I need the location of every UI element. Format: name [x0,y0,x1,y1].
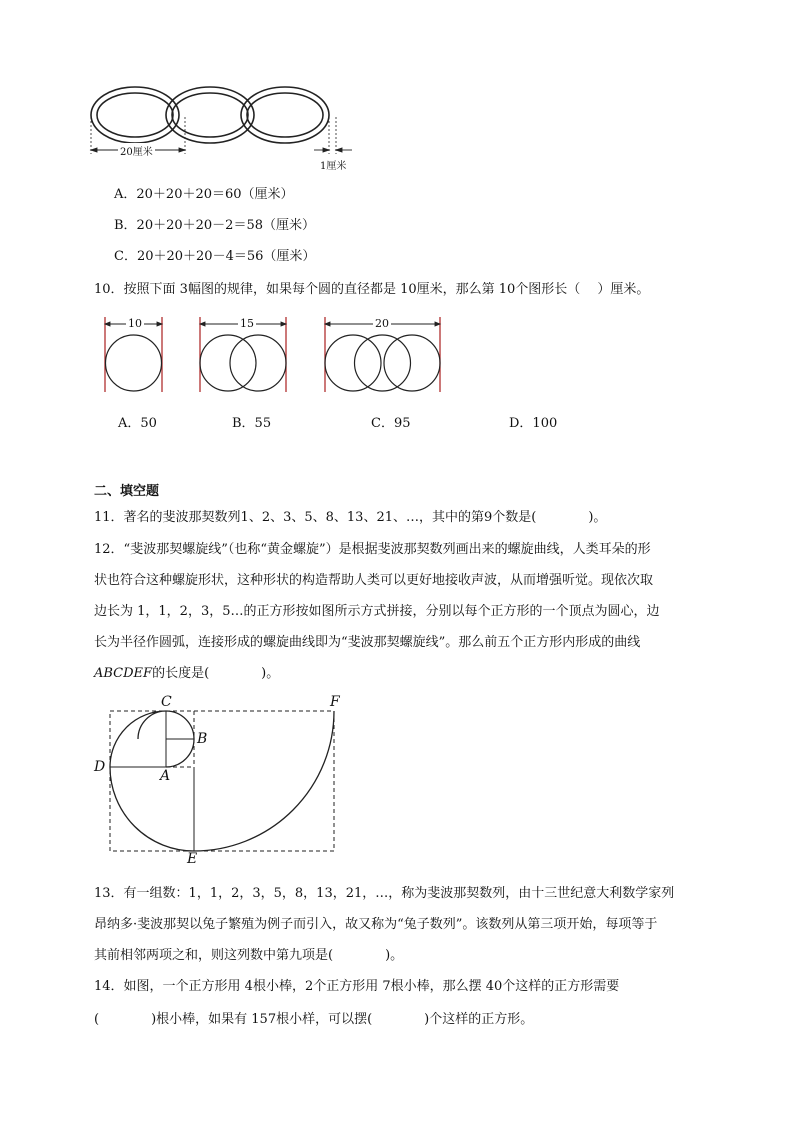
q12-line-1: 12．“斐波那契螺旋线”（也称“黄金螺旋”）是根据斐波那契数列画出来的螺旋曲线，人类耳朵的形 [94,542,651,557]
q10-option-c: C．95 [371,416,411,431]
q10-fig3-label: 20 [375,317,389,330]
q12-spiral-figure [108,707,338,857]
q13-line-1: 13．有一组数：1，1，2，3，5，8，13，21，…，称为斐波那契数列，由十三世纪意大利数学家列 [94,886,675,901]
q12-line-2: 状也符合这种螺旋形状，这种形状的构造帮助人类可以更好地接收声波，从而增强听觉。现依次取 [94,573,654,588]
q12-label-d: D [94,759,106,775]
q12-line-4: 长为半径作圆弧，连接形成的螺旋曲线即为“斐波那契螺旋线”。那么前五个正方形内形成的曲线 [94,635,641,650]
q14-line-1: 14．如图，一个正方形用 4根小棒，2个正方形用 7根小棒，那么摆 40个这样的正方形需要 [94,979,620,994]
q10-fig2-label: 15 [240,317,254,330]
q12-curve-name: ABCDEF [94,666,153,681]
q12-label-b: B [197,731,208,747]
section-title-fill-in: 二、填空题 [94,484,160,499]
q12-label-e: E [187,851,198,867]
q10-option-b: B．55 [232,416,272,431]
q12-label-c: C [161,694,172,710]
q12-label-a: A [160,768,171,784]
q9-label-20cm: 20厘米 [118,143,155,158]
q12-label-f: F [330,694,340,710]
q10-option-d: D．100 [509,416,558,431]
q12-line-5 [94,664,279,684]
q13-line-3: 其前相邻两项之和，则这列数中第九项是( )。 [94,948,404,963]
q9-option-c: C．20＋20＋20－4＝56（厘米） [114,249,316,264]
q11-question: 11．著名的斐波那契数列1、2、3、5、8、13、21、…，其中的第9个数是( )。 [94,510,607,525]
q9-label-1cm: 1厘米 [320,161,347,172]
q10-fig1-label: 10 [128,317,142,330]
q14-line-2: ( )根小棒，如果有 157根小样，可以摆( )个这样的正方形。 [94,1012,534,1027]
q13-line-2: 昂纳多·斐波那契以兔子繁殖为例子而引入，故又称为“兔子数列”。该数列从第三项开始，每项等于 [94,917,658,932]
q10-question: 10．按照下面 3幅图的规律，如果每个圆的直径都是 10厘米，那么第 10个图形长（ ）厘米。 [94,282,650,297]
q10-option-a: A．50 [118,416,157,431]
q9-option-a: A．20＋20＋20＝60（厘米） [114,187,294,202]
q12-line-3: 边长为 1，1，2，3，5…的正方形按如图所示方式拼接，分别以每个正方形的一个顶点为圆心，边 [94,604,660,619]
q10-circles-figure [98,314,448,394]
q9-option-b: B．20＋20＋20－2＝58（厘米） [114,218,315,233]
q12-line-5-suffix: 的长度是( )。 [152,666,280,681]
